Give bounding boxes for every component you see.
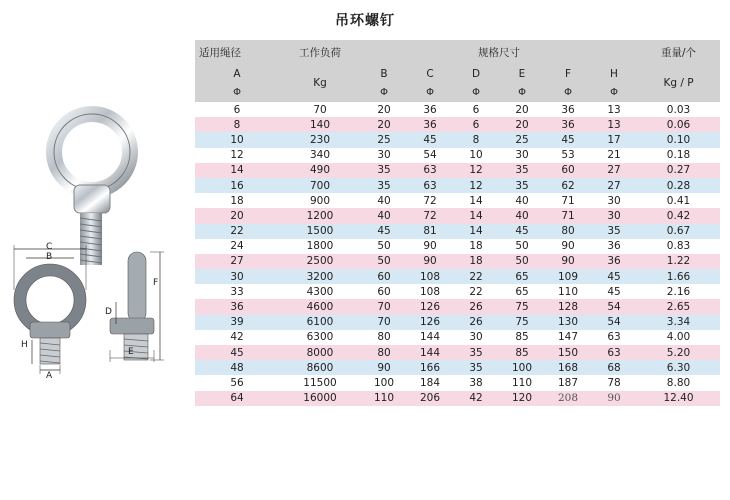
table-cell: 27: [591, 178, 637, 193]
header-specification: 规格尺寸: [361, 40, 637, 64]
table-cell: 25: [361, 132, 407, 147]
table-cell: 33: [195, 284, 279, 299]
table-cell: 35: [591, 224, 637, 239]
header-phi: Φ: [591, 83, 637, 102]
table-cell: 85: [499, 330, 545, 345]
table-cell: 3.34: [637, 315, 720, 330]
table-row: [195, 391, 720, 406]
table-cell: 90: [361, 360, 407, 375]
table-cell: 166: [407, 360, 453, 375]
table-cell: 20: [361, 117, 407, 132]
table-row: [195, 208, 720, 223]
table-cell: 14: [195, 163, 279, 178]
table-cell: 90: [407, 254, 453, 269]
table-cell: 110: [545, 284, 591, 299]
table-cell: 68: [591, 360, 637, 375]
table-cell: 2500: [279, 254, 361, 269]
table-cell: 2.16: [637, 284, 720, 299]
table-cell: 36: [545, 102, 591, 117]
table-cell: 1.66: [637, 269, 720, 284]
table-row: [195, 330, 720, 345]
table-cell: 340: [279, 148, 361, 163]
table-cell: 16: [195, 178, 279, 193]
table-cell: 45: [499, 224, 545, 239]
table-row: [195, 284, 720, 299]
table-cell: 14: [453, 224, 499, 239]
front-view-drawing: [14, 245, 86, 374]
table-cell: 75: [499, 299, 545, 314]
table-cell: 144: [407, 345, 453, 360]
table-cell: 1200: [279, 208, 361, 223]
table-cell: 36: [407, 102, 453, 117]
table-cell: 42: [453, 391, 499, 406]
table-cell: 8.80: [637, 375, 720, 390]
table-cell: 50: [361, 239, 407, 254]
table-cell: 0.67: [637, 224, 720, 239]
table-body: [195, 102, 720, 406]
table-cell: 700: [279, 178, 361, 193]
table-row: [195, 299, 720, 314]
table-cell: 5.20: [637, 345, 720, 360]
table-cell: 65: [499, 269, 545, 284]
table-cell: 110: [499, 375, 545, 390]
table-cell: 48: [195, 360, 279, 375]
table-cell: 70: [279, 102, 361, 117]
table-cell: 184: [407, 375, 453, 390]
header-rope-diameter: 适用绳径: [195, 40, 279, 64]
table-cell: 1800: [279, 239, 361, 254]
table-cell: 168: [545, 360, 591, 375]
table-cell: 26: [453, 299, 499, 314]
table-cell: 187: [545, 375, 591, 390]
table-cell: 36: [407, 117, 453, 132]
table-cell: 0.83: [637, 239, 720, 254]
table-cell: 50: [499, 254, 545, 269]
table-cell: 65: [499, 284, 545, 299]
table-cell: 130: [545, 315, 591, 330]
table-cell: 42: [195, 330, 279, 345]
table-cell: 25: [499, 132, 545, 147]
table-cell: 36: [591, 239, 637, 254]
table-cell: 3200: [279, 269, 361, 284]
header-weight: 重量/个: [637, 40, 720, 64]
table-cell: 4600: [279, 299, 361, 314]
table-cell: 21: [591, 148, 637, 163]
table-cell: 206: [407, 391, 453, 406]
table-cell: 6: [195, 102, 279, 117]
table-cell: 109: [545, 269, 591, 284]
table-cell: 54: [591, 299, 637, 314]
table-cell: 80: [545, 224, 591, 239]
table-cell: 120: [499, 391, 545, 406]
side-view-drawing: [110, 252, 164, 362]
table-cell: 100: [361, 375, 407, 390]
table-cell: 53: [545, 148, 591, 163]
spec-table: [195, 40, 720, 406]
table-cell: 4.00: [637, 330, 720, 345]
table-row: [195, 102, 720, 117]
table-cell: 26: [453, 315, 499, 330]
table-cell: 20: [361, 102, 407, 117]
header-sub-c: C: [407, 64, 453, 83]
table-cell: 12: [195, 148, 279, 163]
table-cell: 54: [591, 315, 637, 330]
table-cell: 60: [545, 163, 591, 178]
table-cell: 208: [545, 391, 591, 406]
table-row: [195, 163, 720, 178]
product-illustration: [0, 40, 195, 480]
table-cell: 8000: [279, 345, 361, 360]
table-row: [195, 315, 720, 330]
table-cell: 70: [361, 299, 407, 314]
table-cell: 0.27: [637, 163, 720, 178]
table-cell: 14: [453, 208, 499, 223]
table-cell: 108: [407, 284, 453, 299]
table-cell: 8600: [279, 360, 361, 375]
table-cell: 80: [361, 330, 407, 345]
dim-label-b: B: [46, 252, 53, 262]
table-cell: 108: [407, 269, 453, 284]
table-cell: 14: [453, 193, 499, 208]
table-cell: 27: [195, 254, 279, 269]
table-cell: 80: [361, 345, 407, 360]
table-cell: 64: [195, 391, 279, 406]
table-cell: 13: [591, 102, 637, 117]
table-cell: 126: [407, 315, 453, 330]
table-cell: 140: [279, 117, 361, 132]
table-cell: 22: [453, 269, 499, 284]
table-cell: 30: [195, 269, 279, 284]
table-cell: 36: [545, 117, 591, 132]
table-cell: 6: [453, 117, 499, 132]
table-cell: 17: [591, 132, 637, 147]
dim-label-h: H: [21, 340, 28, 350]
header-sub-kg-per-piece: Kg / P: [637, 64, 720, 102]
table-cell: 27: [591, 163, 637, 178]
header-sub-h: H: [591, 64, 637, 83]
table-cell: 8: [195, 117, 279, 132]
table-cell: 490: [279, 163, 361, 178]
header-sub-kg: Kg: [279, 64, 361, 102]
table-cell: 30: [453, 330, 499, 345]
table-cell: 0.41: [637, 193, 720, 208]
table-cell: 81: [407, 224, 453, 239]
dim-label-f: F: [153, 278, 159, 288]
table-cell: 16000: [279, 391, 361, 406]
table-row: [195, 360, 720, 375]
table-cell: 38: [453, 375, 499, 390]
table-cell: 18: [453, 239, 499, 254]
table-cell: 30: [361, 148, 407, 163]
table-cell: 63: [407, 163, 453, 178]
table-cell: 40: [499, 208, 545, 223]
table-cell: 230: [279, 132, 361, 147]
table-cell: 12: [453, 163, 499, 178]
table-cell: 11500: [279, 375, 361, 390]
table-cell: 90: [545, 239, 591, 254]
table-row: [195, 269, 720, 284]
table-cell: 18: [195, 193, 279, 208]
dim-label-d: D: [105, 307, 112, 317]
table-cell: 900: [279, 193, 361, 208]
table-cell: 78: [591, 375, 637, 390]
table-cell: 39: [195, 315, 279, 330]
table-cell: 20: [499, 117, 545, 132]
table-cell: 24: [195, 239, 279, 254]
table-cell: 6: [453, 102, 499, 117]
table-cell: 6100: [279, 315, 361, 330]
table-cell: 36: [195, 299, 279, 314]
table-cell: 35: [453, 360, 499, 375]
table-cell: 30: [591, 208, 637, 223]
eye-bolt-photo: [54, 114, 130, 265]
table-cell: 8: [453, 132, 499, 147]
dim-label-e: E: [128, 347, 134, 357]
table-cell: 0.42: [637, 208, 720, 223]
table-cell: 144: [407, 330, 453, 345]
header-phi: Φ: [499, 83, 545, 102]
table-cell: 45: [545, 132, 591, 147]
table-cell: 0.03: [637, 102, 720, 117]
table-cell: 0.10: [637, 132, 720, 147]
table-cell: 128: [545, 299, 591, 314]
table-cell: 63: [591, 345, 637, 360]
page-title: 吊环螺钉: [335, 13, 395, 29]
header-sub-b: B: [361, 64, 407, 83]
table-cell: 71: [545, 193, 591, 208]
table-cell: 75: [499, 315, 545, 330]
table-cell: 30: [499, 148, 545, 163]
table-cell: 54: [407, 148, 453, 163]
table-cell: 63: [407, 178, 453, 193]
table-cell: 22: [195, 224, 279, 239]
table-cell: 6300: [279, 330, 361, 345]
table-cell: 100: [499, 360, 545, 375]
header-phi: Φ: [361, 83, 407, 102]
table-cell: 18: [453, 254, 499, 269]
table-cell: 90: [407, 239, 453, 254]
table-cell: 70: [361, 315, 407, 330]
table-cell: 0.18: [637, 148, 720, 163]
table-cell: 85: [499, 345, 545, 360]
table-cell: 35: [453, 345, 499, 360]
table-cell: 126: [407, 299, 453, 314]
table-cell: 90: [591, 391, 637, 406]
table-row: [195, 132, 720, 147]
table-cell: 1500: [279, 224, 361, 239]
table-row: [195, 193, 720, 208]
table-cell: 45: [195, 345, 279, 360]
table-cell: 71: [545, 208, 591, 223]
header-phi: Φ: [407, 83, 453, 102]
table-cell: 60: [361, 269, 407, 284]
header-sub-e: E: [499, 64, 545, 83]
table-cell: 35: [499, 178, 545, 193]
table-cell: 40: [361, 193, 407, 208]
table-cell: 35: [361, 163, 407, 178]
header-phi: Φ: [545, 83, 591, 102]
table-cell: 6.30: [637, 360, 720, 375]
table-cell: 36: [591, 254, 637, 269]
table-cell: 20: [499, 102, 545, 117]
table-row: [195, 224, 720, 239]
table-row: [195, 375, 720, 390]
table-cell: 0.06: [637, 117, 720, 132]
table-cell: 2.65: [637, 299, 720, 314]
table-cell: 45: [361, 224, 407, 239]
table-cell: 13: [591, 117, 637, 132]
table-cell: 60: [361, 284, 407, 299]
table-row: [195, 345, 720, 360]
table-cell: 0.28: [637, 178, 720, 193]
table-cell: 110: [361, 391, 407, 406]
table-row: [195, 239, 720, 254]
table-cell: 50: [361, 254, 407, 269]
table-cell: 12.40: [637, 391, 720, 406]
header-sub-f: F: [545, 64, 591, 83]
dim-label-a: A: [46, 371, 53, 381]
table-row: [195, 178, 720, 193]
table-cell: 22: [453, 284, 499, 299]
table-cell: 56: [195, 375, 279, 390]
table-row: [195, 254, 720, 269]
dim-label-c: C: [46, 242, 53, 252]
table-cell: 35: [499, 163, 545, 178]
header-sub-d: D: [453, 64, 499, 83]
table-cell: 45: [591, 269, 637, 284]
table-cell: 20: [195, 208, 279, 223]
table-cell: 1.22: [637, 254, 720, 269]
header-phi: Φ: [453, 83, 499, 102]
header-phi: Φ: [195, 83, 279, 102]
table-cell: 10: [453, 148, 499, 163]
table-cell: 40: [361, 208, 407, 223]
header-working-load: 工作负荷: [279, 40, 361, 64]
table-cell: 10: [195, 132, 279, 147]
table-row: [195, 148, 720, 163]
table-cell: 72: [407, 193, 453, 208]
table-cell: 150: [545, 345, 591, 360]
header-sub-a: A: [195, 64, 279, 83]
table-cell: 45: [591, 284, 637, 299]
table-cell: 50: [499, 239, 545, 254]
table-cell: 62: [545, 178, 591, 193]
table-cell: 72: [407, 208, 453, 223]
table-cell: 40: [499, 193, 545, 208]
table-cell: 45: [407, 132, 453, 147]
table-cell: 147: [545, 330, 591, 345]
table-cell: 63: [591, 330, 637, 345]
table-row: [195, 117, 720, 132]
table-cell: 30: [591, 193, 637, 208]
table-cell: 4300: [279, 284, 361, 299]
table-cell: 35: [361, 178, 407, 193]
table-cell: 90: [545, 254, 591, 269]
table-cell: 12: [453, 178, 499, 193]
